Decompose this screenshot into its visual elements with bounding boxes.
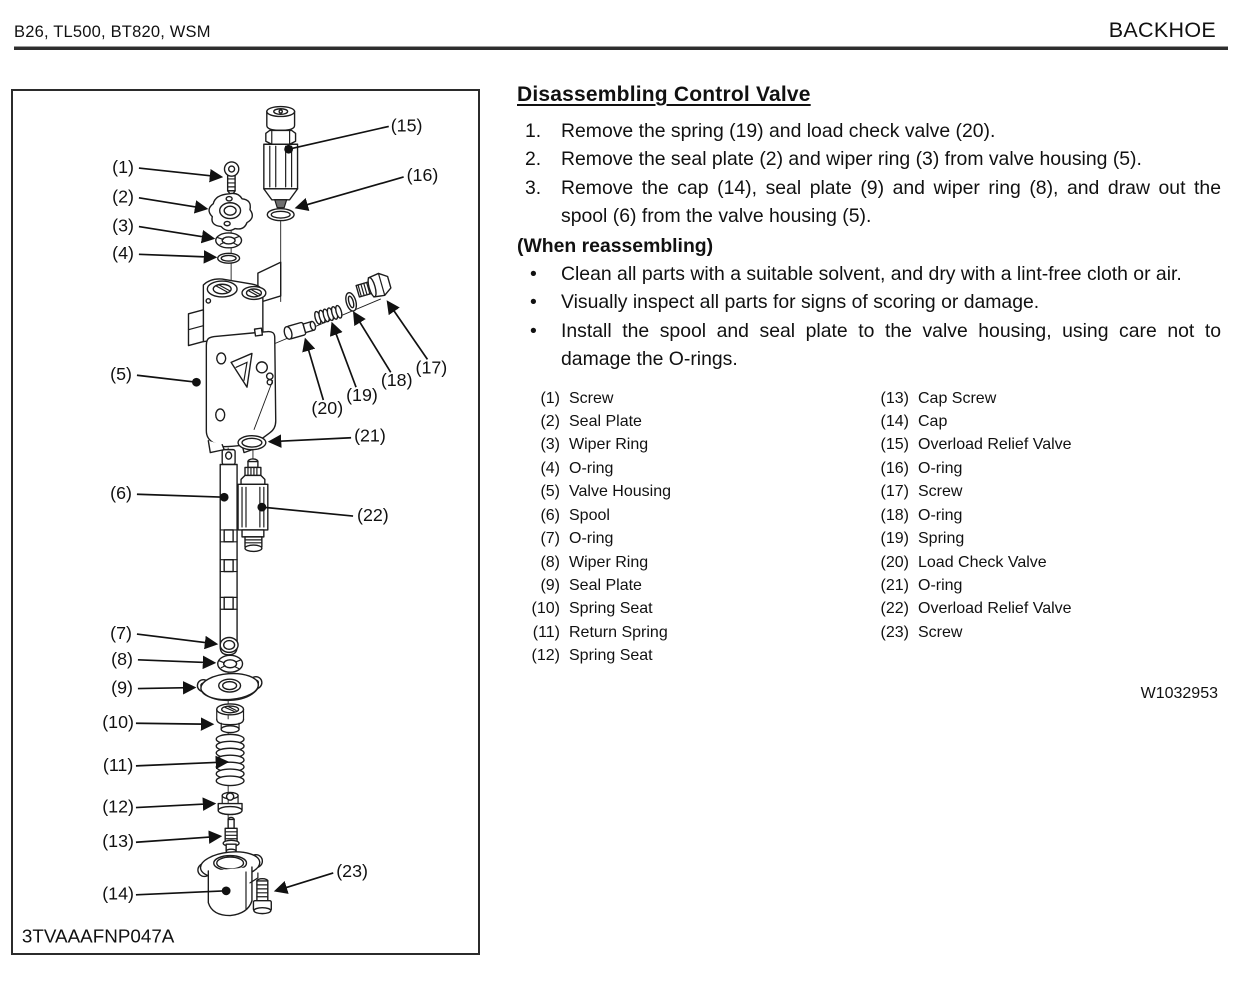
part-item xyxy=(866,433,1221,456)
part-name: Spring Seat xyxy=(569,647,653,665)
part-item xyxy=(866,480,1221,503)
step-item xyxy=(517,145,1221,173)
part-number: (21) xyxy=(880,576,909,594)
callout-label: (18) xyxy=(380,370,413,391)
header-section-text: BACKHOE xyxy=(1108,18,1216,42)
callout-label: (19) xyxy=(346,385,378,406)
part-name: Spool xyxy=(569,506,610,524)
bullet-marker: • xyxy=(530,291,537,314)
callout-label: (7) xyxy=(110,622,132,643)
callout-label: (4) xyxy=(112,243,134,264)
part-return-spring-11 xyxy=(216,734,244,785)
part-item xyxy=(517,504,866,527)
part-o-ring-21 xyxy=(238,436,266,450)
part-item xyxy=(866,387,1221,410)
part-number: (23) xyxy=(880,623,909,641)
part-overload-relief-valve-22 xyxy=(238,459,268,552)
callout-label: (11) xyxy=(102,754,134,775)
callout-label: (6) xyxy=(110,483,132,504)
step-text: Remove the seal plate (2) and wiper ring (3) from valve housing (5). xyxy=(561,148,1142,171)
bullet-text: Clean all parts with a suitable solvent, and dry with a lint-free cloth or air. xyxy=(561,263,1182,286)
parts-list-column-left xyxy=(517,387,866,668)
part-name: Cap Screw xyxy=(918,389,997,407)
part-number: (12) xyxy=(531,647,560,665)
callout-label: (15) xyxy=(390,115,423,136)
part-cap-screw-13 xyxy=(223,817,239,853)
part-item xyxy=(517,527,866,550)
callout-label: (12) xyxy=(102,796,134,817)
callout-label: (17) xyxy=(415,357,448,378)
document-code: W1032953 xyxy=(1140,684,1218,702)
page-title: Disassembling Control Valve xyxy=(517,83,811,106)
part-item xyxy=(866,621,1221,644)
exploded-diagram xyxy=(13,91,478,953)
part-spring-seat-10 xyxy=(217,704,244,733)
part-item xyxy=(517,387,866,410)
part-number: (22) xyxy=(880,600,909,618)
callout-label: (16) xyxy=(406,164,439,185)
part-item xyxy=(517,597,866,620)
callout-label: (10) xyxy=(102,712,134,733)
part-name: Seal Plate xyxy=(569,413,642,431)
part-name: Overload Relief Valve xyxy=(918,600,1072,618)
part-name: Wiper Ring xyxy=(569,553,649,571)
part-number: (8) xyxy=(540,553,560,571)
step-item xyxy=(517,117,1221,145)
part-item xyxy=(866,597,1221,620)
header-model-text: B26, TL500, BT820, WSM xyxy=(14,23,211,41)
callout-label: (8) xyxy=(111,648,133,669)
callout-label: (9) xyxy=(111,677,133,698)
part-item xyxy=(517,457,866,480)
bullet-item xyxy=(517,288,1221,316)
part-item xyxy=(517,621,866,644)
part-name: Screw xyxy=(918,623,963,641)
part-number: (13) xyxy=(880,389,909,407)
callout-label: (14) xyxy=(102,883,134,904)
part-cap-14 xyxy=(198,849,262,915)
part-spring-seat-12 xyxy=(218,792,242,814)
callout-label: (23) xyxy=(336,860,368,881)
part-screw-1 xyxy=(224,162,238,196)
part-name: Screw xyxy=(569,389,614,407)
callout-label: (1) xyxy=(112,157,134,178)
step-text: Remove the spring (19) and load check valve (20). xyxy=(561,120,996,142)
bullet-marker: • xyxy=(530,263,537,286)
part-screw-23 xyxy=(250,873,271,914)
part-name: Load Check Valve xyxy=(918,553,1047,571)
part-name: Spring xyxy=(918,530,965,548)
step-number: 1. xyxy=(525,120,542,142)
part-item xyxy=(866,574,1221,597)
part-name: Overload Relief Valve xyxy=(918,436,1072,454)
figure-code: 3TVAAAFNP047A xyxy=(21,925,175,947)
part-item xyxy=(517,433,866,456)
callout-label: (20) xyxy=(311,397,344,418)
part-item xyxy=(517,410,866,433)
step-number: 3. xyxy=(525,176,542,199)
part-item xyxy=(517,551,866,574)
part-name: Spring Seat xyxy=(569,600,653,618)
part-name: Valve Housing xyxy=(569,483,671,501)
part-name: Seal Plate xyxy=(569,576,642,594)
part-name: O-ring xyxy=(918,459,963,477)
part-name: Screw xyxy=(918,483,963,501)
bullet-marker: • xyxy=(530,319,537,342)
callout-label: (22) xyxy=(357,505,389,526)
part-number: (3) xyxy=(540,436,560,454)
part-name: O-ring xyxy=(569,530,614,548)
part-overload-relief-valve-15 xyxy=(264,107,298,208)
callout-label: (13) xyxy=(102,831,134,852)
part-wiper-ring-3 xyxy=(216,233,242,248)
part-item xyxy=(517,644,866,667)
instructions-panel xyxy=(517,83,1221,703)
part-wiper-ring-8 xyxy=(218,655,243,672)
reassembling-heading: (When reassembling) xyxy=(517,234,714,257)
part-number: (19) xyxy=(880,530,909,548)
part-number: (11) xyxy=(532,623,560,641)
figure-box xyxy=(11,89,480,955)
part-name: Return Spring xyxy=(569,623,668,641)
part-number: (15) xyxy=(880,436,909,454)
part-number: (2) xyxy=(540,413,560,431)
part-o-ring-7 xyxy=(220,638,238,653)
part-item xyxy=(866,410,1221,433)
parts-list-column-right xyxy=(866,387,1221,668)
part-number: (5) xyxy=(540,483,560,501)
part-number: (16) xyxy=(880,459,909,477)
parts-list xyxy=(517,387,1221,668)
step-number: 2. xyxy=(525,148,542,171)
part-name: O-ring xyxy=(569,459,614,477)
part-item xyxy=(866,504,1221,527)
part-o-ring-16 xyxy=(267,209,294,221)
part-spool-6 xyxy=(220,450,237,655)
step-item xyxy=(517,174,1221,231)
part-valve-housing xyxy=(188,262,280,452)
part-o-ring-4 xyxy=(218,253,240,263)
part-name: Cap xyxy=(918,413,948,431)
part-item xyxy=(517,480,866,503)
part-number: (4) xyxy=(540,459,560,477)
callout-label: (2) xyxy=(112,186,134,207)
part-number: (20) xyxy=(880,553,909,571)
part-item xyxy=(866,457,1221,480)
part-name: Wiper Ring xyxy=(569,436,649,454)
part-number: (18) xyxy=(880,506,909,524)
callout-label: (5) xyxy=(110,364,132,385)
part-seal-plate-9 xyxy=(197,672,261,702)
part-item xyxy=(517,574,866,597)
callout-labels xyxy=(102,115,447,903)
part-seal-plate-2 xyxy=(209,193,252,230)
bullet-item xyxy=(517,260,1221,288)
bullet-text: Install the spool and seal plate to the valve housing, using care not to damage the O-rings. xyxy=(561,319,1221,371)
part-name: O-ring xyxy=(918,506,963,524)
part-number: (10) xyxy=(531,600,560,618)
callout-label: (3) xyxy=(112,215,134,236)
callout-label: (21) xyxy=(354,425,386,446)
header-rule xyxy=(14,46,1228,50)
bullet-text: Visually inspect all parts for signs of scoring or damage. xyxy=(561,291,1040,314)
part-name: O-ring xyxy=(918,576,963,594)
part-number: (7) xyxy=(540,530,560,548)
part-screw-17 xyxy=(355,271,393,302)
part-item xyxy=(866,527,1221,550)
part-number: (1) xyxy=(540,389,560,407)
part-number: (9) xyxy=(540,576,560,594)
bullet-item xyxy=(517,317,1221,374)
part-load-check-valve-20 xyxy=(283,319,317,340)
part-number: (14) xyxy=(880,413,909,431)
part-number: (17) xyxy=(880,483,909,501)
step-text: Remove the cap (14), seal plate (9) and wiper ring (8), and draw out the spool (6) from the valve housing (5). xyxy=(561,176,1221,228)
part-spring-19 xyxy=(314,305,343,325)
part-item xyxy=(866,551,1221,574)
part-number: (6) xyxy=(540,506,560,524)
part-o-ring-18 xyxy=(344,292,358,313)
